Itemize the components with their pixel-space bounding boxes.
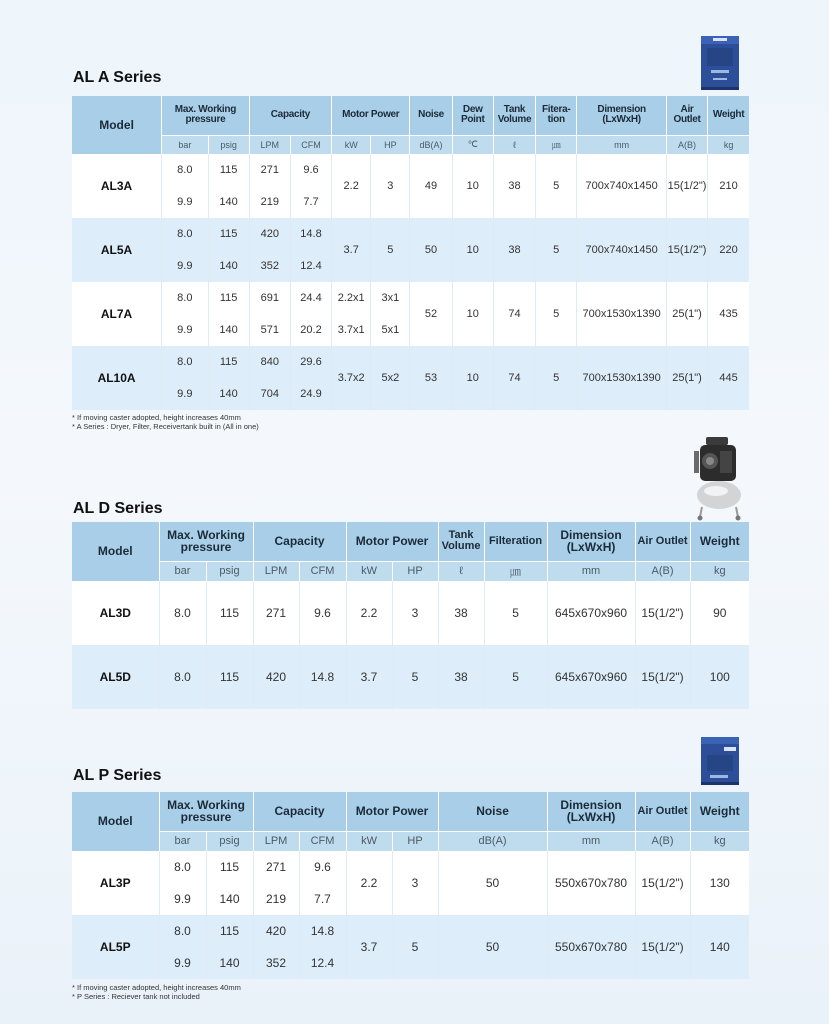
header-dimension: Dimension (LxWxH) (547, 522, 635, 561)
unit-hp: HP (371, 135, 410, 154)
header-filtration: Filteration (484, 522, 547, 561)
cfm-cell: 24.9 (290, 378, 331, 410)
unit-bar: bar (159, 831, 206, 851)
unit-kg: kg (690, 561, 749, 581)
hp-cell: 5 (392, 645, 438, 709)
psig-cell: 115 (206, 645, 253, 709)
hp-cell: 5 (392, 915, 438, 979)
footnote: * If moving caster adopted, height increases 40mm (72, 983, 241, 992)
header-model: Model (72, 96, 162, 154)
header-tank-volume: Tank Volume (493, 96, 535, 135)
psig-cell: 140 (208, 250, 249, 282)
cfm-cell: 14.8 (299, 645, 346, 709)
table-row (72, 282, 749, 314)
header-air-outlet: Air Outlet (635, 522, 690, 561)
bar-cell: 8.0 (159, 645, 206, 709)
bar-cell: 9.9 (162, 378, 208, 410)
unit-kw: kW (346, 561, 392, 581)
kw-cell: 3.7x2 (332, 346, 371, 410)
cfm-cell: 7.7 (290, 186, 331, 218)
bar-cell: 8.0 (159, 581, 206, 645)
cfm-cell: 24.4 (290, 282, 331, 314)
lpm-cell: 420 (253, 645, 299, 709)
header-noise: Noise (410, 96, 452, 135)
header-model: Model (72, 792, 159, 851)
dimension-cell: 550x670x780 (547, 851, 635, 915)
unit-mm: mm (547, 561, 635, 581)
hp-cell: 5 (371, 218, 410, 282)
unit-cfm: CFM (299, 561, 346, 581)
tank-cell: 74 (493, 346, 535, 410)
d-series-product-image (690, 433, 748, 521)
psig-cell: 115 (208, 218, 249, 250)
unit-hp: HP (392, 561, 438, 581)
footnote: * P Series : Reciever tank not included (72, 992, 200, 1001)
header-weight: Weight (690, 792, 749, 831)
header-air-outlet: Air Outlet (635, 792, 690, 831)
air-outlet-cell: 15(1/2") (635, 645, 690, 709)
unit-lpm: LPM (249, 135, 290, 154)
unit-lpm: LPM (253, 831, 299, 851)
tank-cell: 38 (438, 581, 484, 645)
a-series-title: AL A Series (73, 69, 162, 86)
unit-hp: HP (392, 831, 438, 851)
a-series-product-image (699, 32, 741, 92)
tank-cell: 38 (438, 645, 484, 709)
header-capacity: Capacity (253, 792, 346, 831)
cfm-cell: 12.4 (299, 947, 346, 979)
unit-micron: ㎛ (484, 561, 547, 581)
psig-cell: 140 (208, 186, 249, 218)
model-cell: AL5P (72, 915, 159, 979)
filter-cell: 5 (536, 346, 577, 410)
d-series-table (72, 522, 749, 709)
unit-cfm: CFM (290, 135, 331, 154)
noise-cell: 50 (438, 915, 547, 979)
model-cell: AL3D (72, 581, 159, 645)
filter-cell: 5 (536, 218, 577, 282)
header-motor-power: Motor Power (332, 96, 410, 135)
bar-cell: 8.0 (162, 282, 208, 314)
lpm-cell: 352 (249, 250, 290, 282)
noise-cell: 49 (410, 154, 452, 218)
psig-cell: 115 (206, 915, 253, 947)
psig-cell: 115 (208, 282, 249, 314)
header-noise: Noise (438, 792, 547, 831)
tank-cell: 74 (493, 282, 535, 346)
lpm-cell: 704 (249, 378, 290, 410)
dimension-cell: 700x1530x1390 (577, 346, 667, 410)
footnote: * If moving caster adopted, height increases 40mm (72, 413, 241, 422)
filter-cell: 5 (484, 581, 547, 645)
header-model: Model (72, 522, 159, 581)
header-pressure: Max. Working pressure (162, 96, 250, 135)
model-cell: AL10A (72, 346, 162, 410)
lpm-cell: 420 (249, 218, 290, 250)
header-dew-point: Dew Point (452, 96, 493, 135)
hp-cell: 3x1 (371, 282, 410, 314)
tank-cell: 38 (493, 154, 535, 218)
cfm-cell: 14.8 (290, 218, 331, 250)
bar-cell: 8.0 (162, 346, 208, 378)
dimension-cell: 645x670x960 (547, 581, 635, 645)
header-dimension: Dimension (LxWxH) (577, 96, 667, 135)
header-capacity: Capacity (249, 96, 331, 135)
kw-cell: 2.2x1 (332, 282, 371, 314)
dimension-cell: 700x1530x1390 (577, 282, 667, 346)
hp-cell: 5x2 (371, 346, 410, 410)
bar-cell: 8.0 (159, 915, 206, 947)
filter-cell: 5 (536, 282, 577, 346)
unit-ab: A(B) (666, 135, 707, 154)
lpm-cell: 271 (253, 851, 299, 883)
psig-cell: 115 (206, 581, 253, 645)
header-weight: Weight (690, 522, 749, 561)
unit-bar: bar (159, 561, 206, 581)
model-cell: AL5A (72, 218, 162, 282)
unit-lpm: LPM (253, 561, 299, 581)
cfm-cell: 20.2 (290, 314, 331, 346)
unit-liter: ℓ (493, 135, 535, 154)
d-series-title: AL D Series (73, 500, 163, 517)
table-row (72, 915, 749, 947)
dew-cell: 10 (452, 282, 493, 346)
lpm-cell: 352 (253, 947, 299, 979)
hp-cell: 5x1 (371, 314, 410, 346)
kw-cell: 2.2 (346, 581, 392, 645)
unit-celsius: ℃ (452, 135, 493, 154)
kw-cell: 3.7x1 (332, 314, 371, 346)
lpm-cell: 571 (249, 314, 290, 346)
unit-kg: kg (708, 135, 749, 154)
header-motor-power: Motor Power (346, 792, 438, 831)
weight-cell: 210 (708, 154, 749, 218)
unit-ab: A(B) (635, 561, 690, 581)
lpm-cell: 271 (253, 581, 299, 645)
lpm-cell: 840 (249, 346, 290, 378)
bar-cell: 9.9 (162, 314, 208, 346)
air-outlet-cell: 15(1/2") (635, 851, 690, 915)
kw-cell: 2.2 (332, 154, 371, 218)
cfm-cell: 29.6 (290, 346, 331, 378)
unit-db: dB(A) (438, 831, 547, 851)
air-outlet-cell: 15(1/2") (635, 915, 690, 979)
dimension-cell: 645x670x960 (547, 645, 635, 709)
noise-cell: 50 (410, 218, 452, 282)
p-series-title: AL P Series (73, 767, 162, 784)
model-cell: AL7A (72, 282, 162, 346)
bar-cell: 9.9 (162, 250, 208, 282)
tank-cell: 38 (493, 218, 535, 282)
header-pressure: Max. Working pressure (159, 522, 253, 561)
air-outlet-cell: 15(1/2") (666, 154, 707, 218)
header-motor-power: Motor Power (346, 522, 438, 561)
lpm-cell: 420 (253, 915, 299, 947)
bar-cell: 9.9 (159, 883, 206, 915)
psig-cell: 140 (208, 314, 249, 346)
bar-cell: 9.9 (159, 947, 206, 979)
filter-cell: 5 (536, 154, 577, 218)
header-filtration: Fitera- tion (536, 96, 577, 135)
noise-cell: 53 (410, 346, 452, 410)
bar-cell: 8.0 (162, 218, 208, 250)
bar-cell: 9.9 (162, 186, 208, 218)
dimension-cell: 550x670x780 (547, 915, 635, 979)
model-cell: AL5D (72, 645, 159, 709)
dew-cell: 10 (452, 154, 493, 218)
psig-cell: 115 (208, 346, 249, 378)
noise-cell: 52 (410, 282, 452, 346)
p-series-notes (72, 983, 241, 1001)
cfm-cell: 9.6 (299, 851, 346, 883)
weight-cell: 140 (690, 915, 749, 979)
cfm-cell: 9.6 (299, 581, 346, 645)
footnote: * A Series : Dryer, Filter, Receivertank built in (All in one) (72, 422, 259, 431)
hp-cell: 3 (371, 154, 410, 218)
unit-mm: mm (577, 135, 667, 154)
a-series-notes (72, 413, 259, 431)
header-weight: Weight (708, 96, 749, 135)
lpm-cell: 219 (253, 883, 299, 915)
air-outlet-cell: 15(1/2") (635, 581, 690, 645)
model-cell: AL3A (72, 154, 162, 218)
kw-cell: 3.7 (346, 645, 392, 709)
table-row (72, 218, 749, 250)
cfm-cell: 9.6 (290, 154, 331, 186)
dimension-cell: 700x740x1450 (577, 154, 667, 218)
table-row (72, 851, 749, 883)
kw-cell: 3.7 (346, 915, 392, 979)
header-air-outlet: Air Outlet (666, 96, 707, 135)
weight-cell: 445 (708, 346, 749, 410)
unit-kw: kW (346, 831, 392, 851)
weight-cell: 435 (708, 282, 749, 346)
weight-cell: 90 (690, 581, 749, 645)
psig-cell: 140 (206, 947, 253, 979)
unit-ab: A(B) (635, 831, 690, 851)
unit-bar: bar (162, 135, 208, 154)
p-series-product-image (698, 733, 742, 788)
unit-psig: psig (208, 135, 249, 154)
unit-kg: kg (690, 831, 749, 851)
header-tank-volume: Tank Volume (438, 522, 484, 561)
header-dimension: Dimension (LxWxH) (547, 792, 635, 831)
noise-cell: 50 (438, 851, 547, 915)
unit-kw: kW (332, 135, 371, 154)
psig-cell: 115 (206, 851, 253, 883)
unit-micron: ㎛ (536, 135, 577, 154)
unit-liter: ℓ (438, 561, 484, 581)
kw-cell: 2.2 (346, 851, 392, 915)
unit-cfm: CFM (299, 831, 346, 851)
unit-db: dB(A) (410, 135, 452, 154)
cfm-cell: 12.4 (290, 250, 331, 282)
header-capacity: Capacity (253, 522, 346, 561)
a-series-table (72, 96, 749, 410)
kw-cell: 3.7 (332, 218, 371, 282)
p-series-table (72, 792, 749, 979)
lpm-cell: 271 (249, 154, 290, 186)
psig-cell: 140 (208, 378, 249, 410)
dew-cell: 10 (452, 218, 493, 282)
table-row (72, 346, 749, 378)
weight-cell: 130 (690, 851, 749, 915)
bar-cell: 8.0 (159, 851, 206, 883)
dimension-cell: 700x740x1450 (577, 218, 667, 282)
hp-cell: 3 (392, 581, 438, 645)
air-outlet-cell: 25(1") (666, 346, 707, 410)
psig-cell: 115 (208, 154, 249, 186)
table-row (72, 645, 749, 709)
lpm-cell: 691 (249, 282, 290, 314)
model-cell: AL3P (72, 851, 159, 915)
table-row (72, 581, 749, 645)
table-row (72, 154, 749, 186)
unit-psig: psig (206, 561, 253, 581)
air-outlet-cell: 25(1") (666, 282, 707, 346)
unit-psig: psig (206, 831, 253, 851)
psig-cell: 140 (206, 883, 253, 915)
weight-cell: 220 (708, 218, 749, 282)
header-pressure: Max. Working pressure (159, 792, 253, 831)
cfm-cell: 7.7 (299, 883, 346, 915)
filter-cell: 5 (484, 645, 547, 709)
lpm-cell: 219 (249, 186, 290, 218)
hp-cell: 3 (392, 851, 438, 915)
cfm-cell: 14.8 (299, 915, 346, 947)
unit-mm: mm (547, 831, 635, 851)
dew-cell: 10 (452, 346, 493, 410)
bar-cell: 8.0 (162, 154, 208, 186)
air-outlet-cell: 15(1/2") (666, 218, 707, 282)
weight-cell: 100 (690, 645, 749, 709)
